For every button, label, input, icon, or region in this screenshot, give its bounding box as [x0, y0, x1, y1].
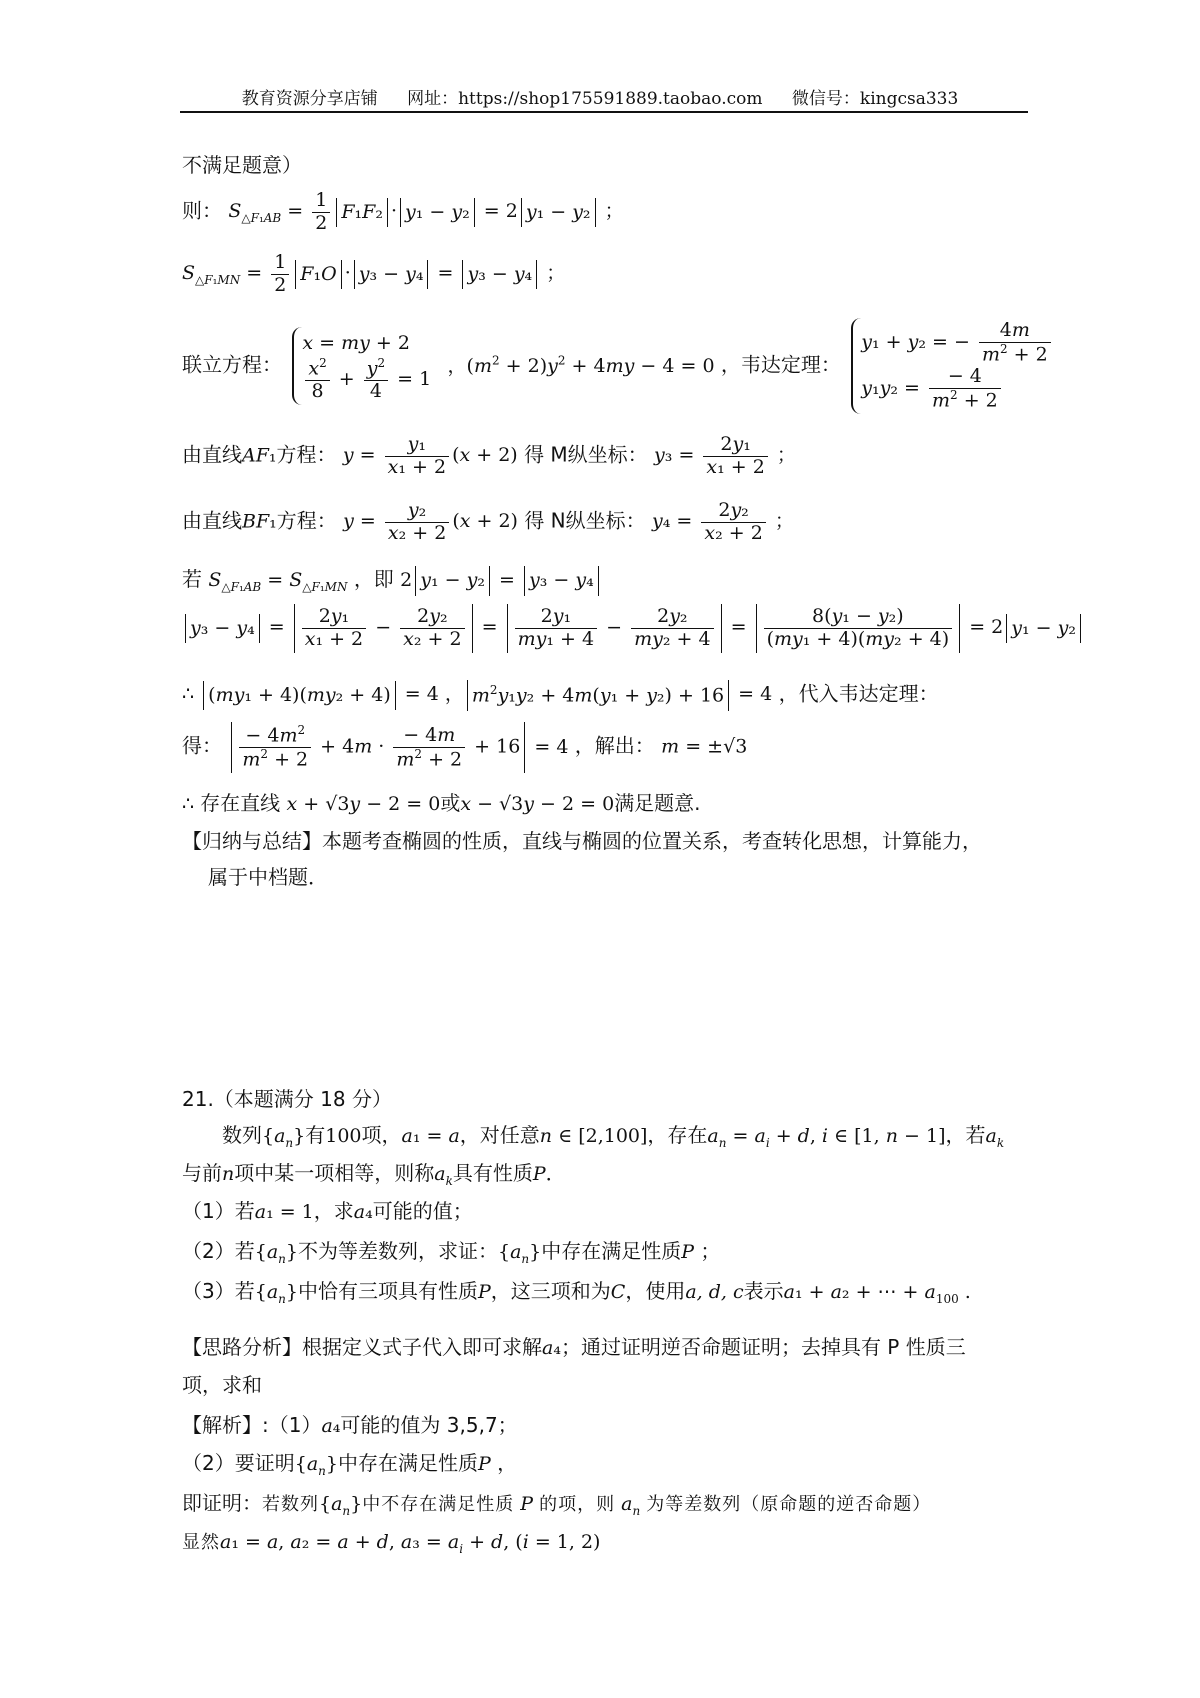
- question-part-3: （3）若$\{a_n\}$中恰有三项具有性质P，这三项和为C，使用a, d, c表示a₁ + a₂ + ⋯ + $a_{100}$ .: [182, 1279, 971, 1306]
- solution-part-2: （2）要证明$\{a_n\}$中存在满足性质P ，: [182, 1451, 518, 1478]
- analysis-line-1: 【思路分析】根据定义式子代入即可求解a₄；通过证明逆否命题证明；去掉具有 P 性质三: [182, 1335, 966, 1359]
- header-site: 网址：https://shop175591889.taobao.com: [407, 89, 763, 109]
- question-line-1: 数列$\{a_n\}$有100项，a₁ = a，对任意n ∈ [2,100]，存在$a_n = a_i + d$, i ∈ [1, n − 1]，若$a_k$: [222, 1123, 1005, 1150]
- analysis-line-2: 项，求和: [182, 1373, 262, 1397]
- line-1: 不满足题意）: [182, 153, 302, 177]
- equation-system: x = my + 2 $\frac{x^2}{8}$ + $\frac{y^2}{4}$ = 1: [292, 327, 437, 406]
- question-part-2: （2）若$\{a_n\}$不为等差数列，求证：$\{a_n\}$中存在满足性质P ；: [182, 1239, 721, 1266]
- line-9: ∴ (my₁ + 4)(my₂ + 4) = 4 ， $m^2y_1y_2 + 4m(y_1 + y_2) + 16 = 4$ ，代入韦达定理：: [182, 680, 1050, 711]
- line-5: 由直线AF₁方程： y = $\frac{\text{y₁}}{\text{x₁ + 2}}$ (x + 2) 得 M纵坐标： y₃ = $\frac{\text{2y₁}}{\text{x₁ + 2}}$ ；: [182, 433, 796, 478]
- page-header: [0, 84, 1200, 109]
- summary-line-2: 属于中档题．: [208, 865, 328, 889]
- question-line-2: 与前n项中某一项相等，则称$a_k$具有性质P．: [182, 1161, 566, 1188]
- line-4: 联立方程： x = my + 2 $\frac{x^2}{8}$ + $\frac{y^2}{4}$ = 1 ，$(m^2 + 2)y^2 + 4my - 4 = 0$ ，韦达定理： y₁ + y₂ = − $\frac{4m}{m^2 + 2}$ y₁y₂ = $\frac{- 4}{m^2 + 2}$: [182, 318, 1050, 414]
- formula-s-f1ab: $S_{\triangle F_1AB}$ = $\frac{1}{2}$ F₁F₂ · y₁ − y₂ = 2 y₁ − y₂ ；: [228, 189, 624, 234]
- question-title: 21.（本题满分 18 分）: [182, 1087, 392, 1111]
- header-rule: [180, 111, 1028, 113]
- formula-s-f1mn: $S_{\triangle F_1MN}$ = $\frac{1}{2}$ F₁O · y₃ − y₄ = y₃ − y₄ ；: [182, 251, 566, 296]
- line-10: 得： $\frac{- 4m^2}{m^2 + 2}$ + 4m · $\frac{- 4m}{m^2 + 2}$ + 16 = 4 ，解出： m = ±√3: [182, 722, 1050, 773]
- line-11: ∴ 存在直线 x + √3y − 2 = 0或x − √3y − 2 = 0满足题意.: [182, 791, 701, 815]
- line-7: 若 $S_{\triangle F_1AB} = S_{\triangle F_1MN}$ ，即 2 y₁ − y₂ = y₃ − y₄: [182, 566, 1050, 596]
- line-8: y₃ − y₄ = $\frac{\text{2y₁}}{\text{x₁ + 2}}$ − $\frac{\text{2y₂}}{\text{x₂ + 2}}$ = $\frac{\text{2y₁}}{\text{my₁ + 4}}$ − $\frac{\text{2y₂}}{\text{my₂ + 4}}$ = $\frac{\text{8(y₁ − y₂)}}{\text{(my₁ + 4)(my₂ + 4)}}$ = 2 y₁ − y₂: [182, 604, 1050, 653]
- solution-part-1: 【解析】:（1）a₄可能的值为 3,5,7；: [182, 1413, 518, 1437]
- header-wechat: 微信号：kingcsa333: [791, 89, 959, 109]
- line-2: 则： $S_{\triangle F_1AB}$ = $\frac{1}{2}$ F₁F₂ · y₁ − y₂ = 2 y₁ − y₂ ；: [182, 189, 624, 234]
- header-shop: 教育资源分享店铺: [241, 89, 378, 109]
- vieta-system: y₁ + y₂ = − $\frac{4m}{m^2 + 2}$ y₁y₂ = $\frac{- 4}{m^2 + 2}$: [851, 318, 1059, 414]
- summary-line-1: 【归纳与总结】本题考查椭圆的性质，直线与椭圆的位置关系，考查转化思想，计算能力，: [182, 829, 982, 853]
- question-part-1: （1）若a₁ = 1，求a₄可能的值；: [182, 1199, 473, 1223]
- line-6: 由直线BF₁方程： y = $\frac{\text{y₂}}{\text{x₂ + 2}}$ (x + 2) 得 N纵坐标： y₄ = $\frac{\text{2y₂}}{\text{x₂ + 2}}$ ；: [182, 499, 794, 544]
- proof-line-2: 显然a₁ = a, a₂ = a + d, $a_3 = a_i + d$, (i = 1, 2): [182, 1531, 601, 1556]
- proof-line-1: 即证明：若数列$\{a_n\}$中不存在满足性质 P 的项，则 $a_n$ 为等差数列（原命题的逆否命题）: [182, 1491, 932, 1518]
- line-3: [182, 252, 1050, 297]
